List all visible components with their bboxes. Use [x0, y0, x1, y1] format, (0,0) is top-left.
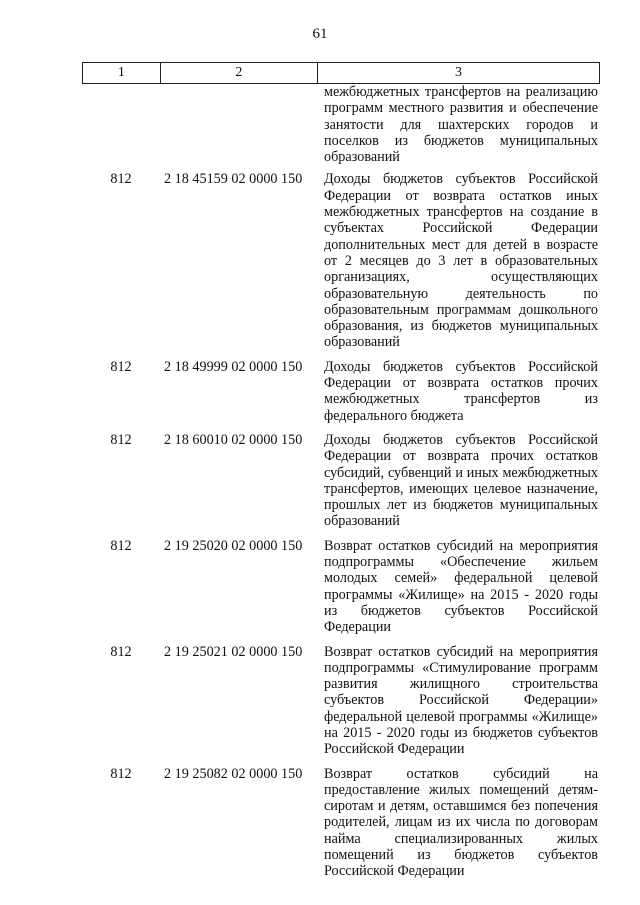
revenue-description: Доходы бюджетов субъектов Российской Федерации от возврата прочих остатков субсидий, субвенций и иных межбюджетных трансфертов, имеющих целевое назначение, прошлых лет из бюджетов муниципальных образований — [324, 431, 598, 530]
table-row — [82, 644, 600, 758]
admin-code: 812 — [110, 358, 132, 375]
table-row — [82, 538, 600, 636]
table-header — [82, 62, 600, 84]
table-row — [82, 171, 600, 350]
header-col-1: 1 — [83, 63, 161, 83]
header-col-3: 3 — [455, 64, 463, 80]
admin-code: 812 — [110, 643, 132, 660]
header-col-2: 2 — [161, 63, 318, 83]
table-row — [82, 766, 600, 880]
revenue-description: Доходы бюджетов субъектов Российской Федерации от возврата остатков иных межбюджетных трансфертов на создание в субъектах Российской Федерации дополнительных мест для детей в возрасте от 2 месяцев до 3 лет в образовательных организациях, осуществляющих образовательную деятельность по образовательным программам дошкольного образования, из бюджетов муниципальных образований — [324, 171, 598, 351]
table-row — [82, 432, 600, 530]
admin-code: 812 — [110, 171, 132, 188]
continuation-row — [82, 84, 600, 165]
admin-code: 812 — [110, 537, 132, 554]
revenue-code: 2 19 25082 02 0000 150 — [164, 765, 303, 782]
page-number: 61 — [312, 26, 328, 42]
revenue-description: Возврат остатков субсидий на мероприятия подпрограммы «Стимулирование программ развития жилищного строительства субъектов Российской Федерации» федеральной целевой программы «Жилище» на 2015 - 2020 годы из бюджетов субъектов Российской Федерации — [324, 643, 598, 758]
revenue-code: 2 18 49999 02 0000 150 — [164, 358, 303, 375]
continuation-text: межбюджетных трансфертов на реализацию программ местного развития и обеспечение занятости для шахтерских городов и поселков из бюджетов муниципальных образований — [324, 84, 598, 166]
revenue-code: 2 19 25021 02 0000 150 — [164, 643, 303, 660]
revenue-code: 2 19 25020 02 0000 150 — [164, 537, 303, 554]
revenue-description: Возврат остатков субсидий на предоставление жилых помещений детям-сиротам и детям, оставшимся без попечения родителей, лицам из их числа по договорам найма специализированных жилых помещений из бюджетов субъектов Российской Федерации — [324, 765, 598, 880]
budget-codes-table — [82, 62, 600, 888]
table-row — [82, 359, 600, 424]
admin-code: 812 — [110, 431, 132, 448]
revenue-description: Возврат остатков субсидий на мероприятия подпрограммы «Обеспечение жильем молодых семей» федеральной целевой программы «Жилище» на 2015 - 2020 годы из бюджетов субъектов Российской Федерации — [324, 537, 598, 636]
revenue-code: 2 18 45159 02 0000 150 — [164, 171, 303, 188]
revenue-description: Доходы бюджетов субъектов Российской Федерации от возврата остатков прочих межбюджетных трансфертов из федерального бюджета — [324, 358, 598, 424]
admin-code: 812 — [110, 765, 132, 782]
revenue-code: 2 18 60010 02 0000 150 — [164, 431, 303, 448]
